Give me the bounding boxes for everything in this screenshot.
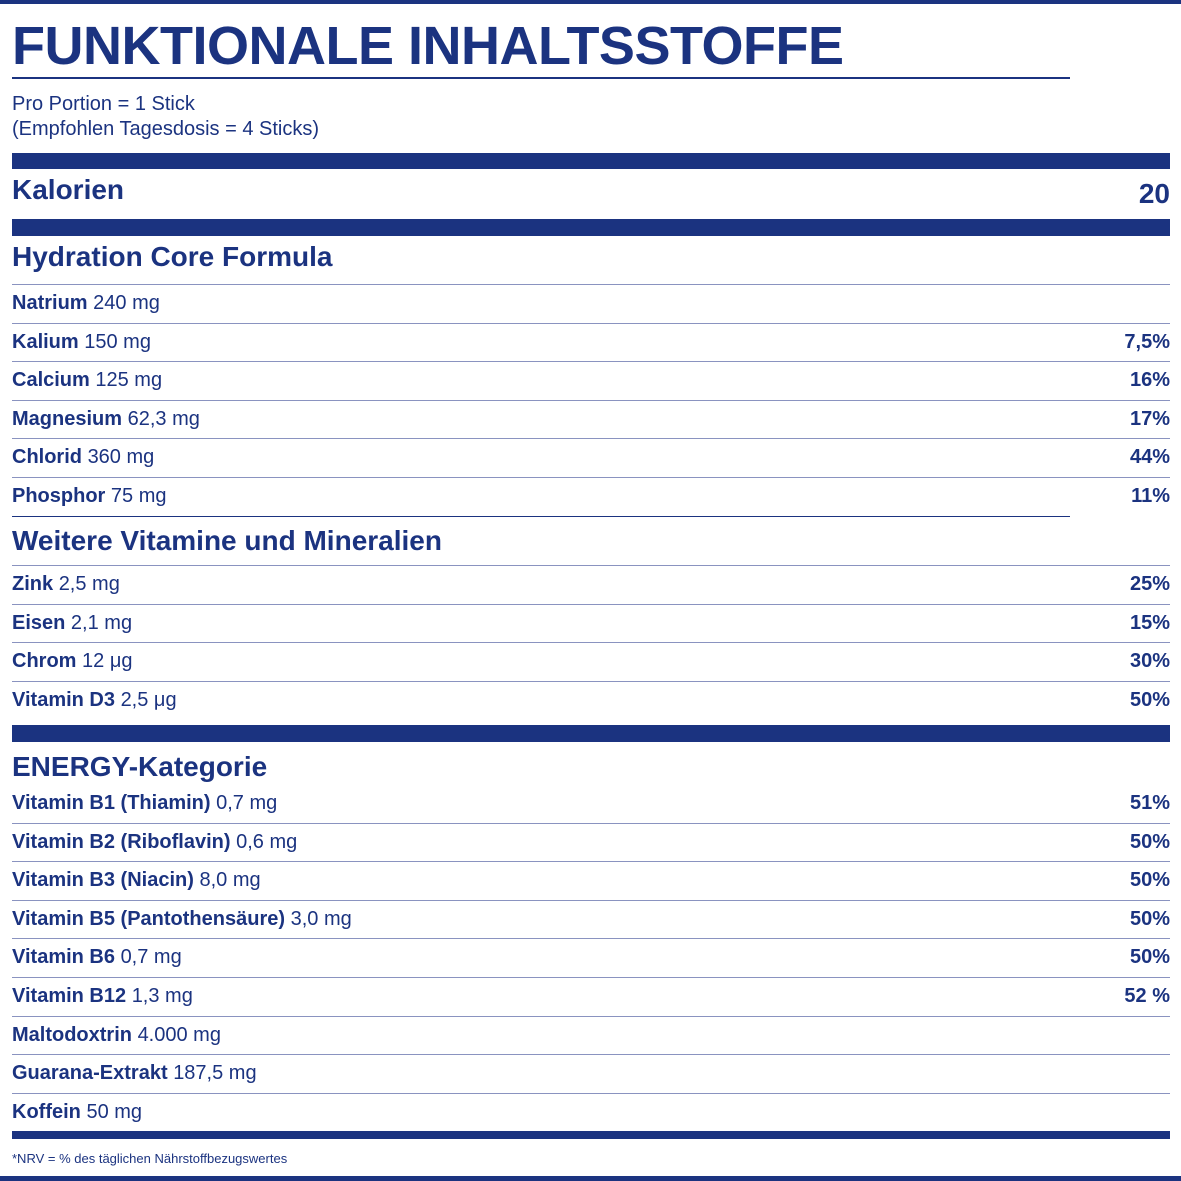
nutrient-name: Vitamin B5 (Pantothensäure) <box>12 907 286 930</box>
title-divider <box>12 77 1070 79</box>
nutrient-amount: 2,5 mg <box>58 573 120 595</box>
nutrient-amount: 187,5 mg <box>173 1062 257 1085</box>
nutrient-name: Chlorid <box>12 446 82 469</box>
nutrient-text <box>12 1061 257 1085</box>
nutrient-name: Vitamin B3 (Niacin) <box>12 869 194 892</box>
top-border <box>0 0 1181 4</box>
nutrient-amount: 1,3 mg <box>131 984 193 1007</box>
nutrient-text <box>12 1023 221 1047</box>
nutrient-amount: 4.000 mg <box>137 1023 221 1046</box>
nutrient-text <box>12 868 261 892</box>
nutrient-text <box>12 611 132 635</box>
nutrient-text <box>12 484 167 508</box>
nutrient-text <box>12 984 193 1008</box>
serving-size: Pro Portion = 1 Stick <box>12 93 195 115</box>
nutrient-name: Kalium <box>12 330 79 353</box>
nrv-percent: 11% <box>1131 484 1170 507</box>
nutrient-row <box>12 1016 1170 1055</box>
nutrient-row <box>12 438 1170 477</box>
nrv-percent: 17% <box>1129 407 1170 430</box>
nutrient-amount: 50 mg <box>86 1100 143 1123</box>
nrv-percent: 15% <box>1129 611 1170 634</box>
nutrient-amount: 360 mg <box>87 446 155 469</box>
nutrient-text <box>12 907 352 931</box>
section-heading-energy: ENERGY-Kategorie <box>12 751 268 782</box>
nutrient-row <box>12 681 1170 720</box>
nutrient-name: Koffein <box>12 1100 81 1123</box>
nutrient-row <box>12 604 1170 643</box>
nutrient-row <box>12 784 1170 823</box>
nutrient-amount: 2,5 μg <box>120 688 177 711</box>
divider-bar <box>12 219 1170 236</box>
nutrient-name: Magnesium <box>12 407 123 430</box>
nutrient-row <box>12 861 1170 900</box>
nutrient-row <box>12 400 1170 439</box>
nutrient-text <box>12 649 132 673</box>
nrv-percent: 52 % <box>1124 984 1170 1007</box>
nutrient-row <box>12 565 1170 604</box>
nutrient-text <box>12 368 162 392</box>
nutrient-name: Vitamin B12 <box>12 984 127 1007</box>
nutrient-amount: 2,1 mg <box>70 611 133 634</box>
nutrient-text <box>12 791 277 815</box>
nutrient-name: Maltodoxtrin <box>12 1023 132 1046</box>
divider-bar <box>12 1131 1170 1139</box>
bottom-border <box>0 1176 1181 1181</box>
nutrient-name: Phosphor <box>12 484 106 507</box>
nutrient-row <box>12 938 1170 977</box>
nutrient-text <box>12 1100 142 1124</box>
nutrient-row <box>12 823 1170 862</box>
nutrient-text <box>12 330 151 354</box>
nutrient-name: Guarana-Extrakt <box>12 1062 168 1085</box>
nutrient-name: Vitamin B2 (Riboflavin) <box>12 830 231 853</box>
nutrient-name: Vitamin B6 <box>12 946 115 969</box>
nrv-percent: 51% <box>1129 792 1170 814</box>
nutrient-text <box>12 572 120 596</box>
section-heading-hydration: Hydration Core Formula <box>12 241 333 272</box>
nrv-percent: 50% <box>1129 688 1170 711</box>
nutrient-amount: 12 μg <box>82 650 133 673</box>
calories-value: 20 <box>1138 178 1170 209</box>
nutrient-text <box>12 945 182 969</box>
nrv-percent: 44% <box>1129 446 1170 469</box>
nrv-percent: 25% <box>1129 573 1170 595</box>
page-title: FUNKTIONALE INHALTSSTOFFE <box>12 16 844 76</box>
nrv-percent: 16% <box>1129 369 1170 392</box>
nutrient-amount: 0,7 mg <box>216 792 278 814</box>
nutrient-row <box>12 1054 1170 1093</box>
nutrient-row <box>12 361 1170 400</box>
nrv-percent: 50% <box>1129 830 1170 853</box>
nutrient-text <box>12 830 297 854</box>
nutrient-amount: 0,7 mg <box>120 946 182 969</box>
nutrient-row <box>12 900 1170 939</box>
nutrient-row <box>12 1093 1170 1132</box>
nutrient-text <box>12 291 160 315</box>
divider-bar <box>12 725 1170 742</box>
nutrient-text <box>12 688 177 712</box>
nutrient-name: Eisen <box>12 611 66 634</box>
divider-bar <box>12 153 1170 169</box>
nutrient-amount: 8,0 mg <box>199 869 261 892</box>
nutrient-amount: 3,0 mg <box>290 907 352 930</box>
nutrient-name: Natrium <box>12 292 88 314</box>
nrv-percent: 7,5% <box>1124 330 1170 353</box>
calories-label: Kalorien <box>12 174 125 205</box>
nrv-percent: 50% <box>1129 869 1170 892</box>
nutrient-name: Calcium <box>12 369 90 392</box>
hydration-rows <box>12 284 1170 516</box>
section-divider <box>12 516 1070 517</box>
nutrient-row <box>12 642 1170 681</box>
nutrient-text <box>12 407 200 431</box>
daily-dose: (Empfohlen Tagesdosis = 4 Sticks) <box>12 118 320 140</box>
nutrient-amount: 75 mg <box>110 484 167 507</box>
nrv-percent: 50% <box>1129 907 1170 930</box>
nutrient-amount: 62,3 mg <box>127 407 200 430</box>
nutrient-text <box>12 445 154 469</box>
nutrient-amount: 125 mg <box>95 369 163 392</box>
nutrient-amount: 0,6 mg <box>236 830 298 853</box>
nutrient-amount: 150 mg <box>84 330 151 353</box>
nrv-percent: 50% <box>1129 946 1170 969</box>
nutrient-row <box>12 323 1170 362</box>
section-heading-vitamins: Weitere Vitamine und Mineralien <box>12 525 442 556</box>
nutrient-name: Vitamin D3 <box>12 688 115 711</box>
nutrient-amount: 240 mg <box>93 292 160 314</box>
vitamin-rows <box>12 565 1170 719</box>
nrv-percent: 30% <box>1129 650 1170 673</box>
nutrient-row <box>12 977 1170 1016</box>
footnote: *NRV = % des täglichen Nährstoffbezugswertes <box>12 1151 288 1166</box>
nutrient-name: Zink <box>12 573 54 595</box>
nutrient-row <box>12 284 1170 323</box>
nutrient-name: Chrom <box>12 650 77 673</box>
nutrient-name: Vitamin B1 (Thiamin) <box>12 792 211 814</box>
energy-rows <box>12 784 1170 1131</box>
nutrient-row <box>12 477 1170 516</box>
